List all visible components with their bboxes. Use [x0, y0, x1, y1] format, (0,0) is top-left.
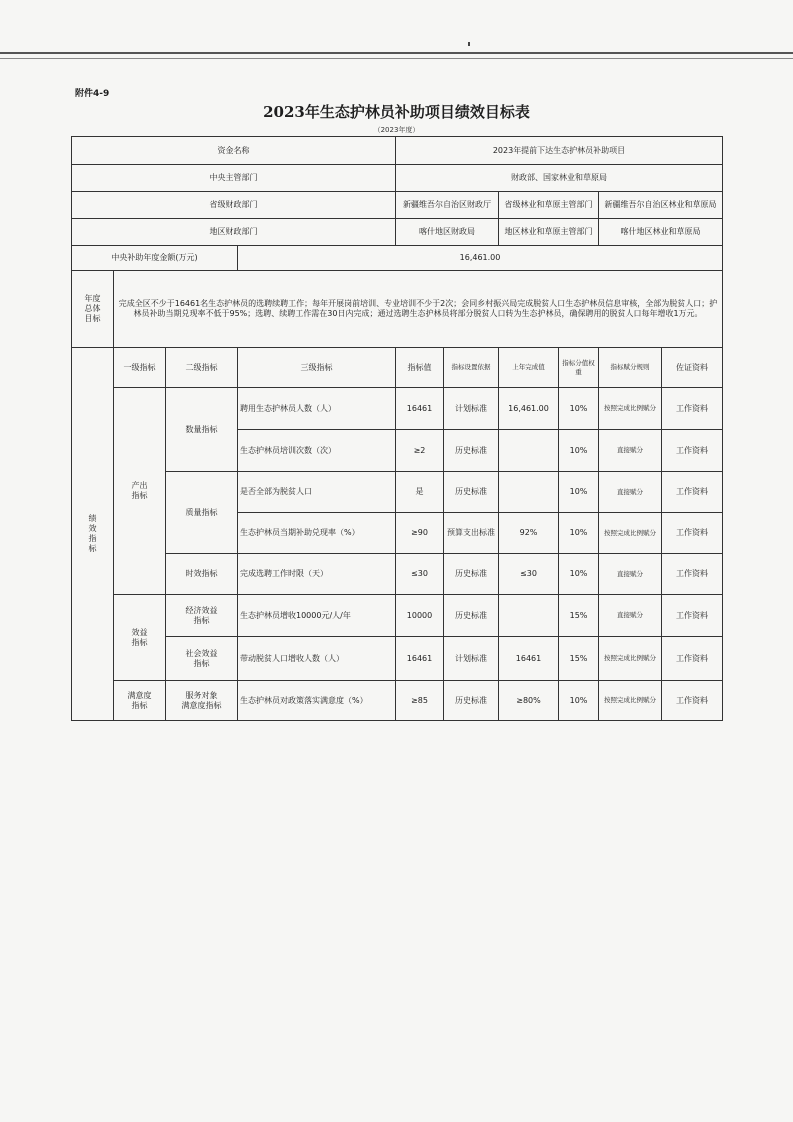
header-level2: 二级指标	[166, 348, 238, 388]
central-dept-label: 中央主管部门	[72, 165, 396, 192]
indicator-weight: 10%	[559, 472, 599, 513]
info-row-region	[72, 219, 723, 246]
level2-social-line1: 社会效益	[185, 648, 218, 658]
indicator-value: ≥90	[396, 513, 444, 554]
prov-finance-label: 省级财政部门	[72, 192, 396, 219]
indicator-weight: 10%	[559, 388, 599, 430]
indicator-name: 生态护林员当期补助兑现率（%）	[238, 513, 396, 554]
indicator-weight: 10%	[559, 430, 599, 472]
level1-output-line2: 指标	[131, 491, 148, 500]
region-forestry-value: 喀什地区林业和草原局	[599, 219, 723, 246]
scan-border-line-thin	[0, 58, 793, 59]
indicator-rule: 按照完成比例赋分	[599, 681, 662, 721]
indicator-rule: 按照完成比例赋分	[599, 637, 662, 681]
header-weight: 指标分值权重	[559, 348, 599, 388]
indicator-weight: 15%	[559, 637, 599, 681]
indicator-value: 10000	[396, 595, 444, 637]
indicator-rule: 直接赋分	[599, 554, 662, 595]
level1-output-line1: 产出	[131, 481, 148, 490]
prov-forestry-label: 省级林业和草原主管部门	[499, 192, 599, 219]
indicator-evidence: 工作资料	[662, 595, 723, 637]
indicator-evidence: 工作资料	[662, 430, 723, 472]
indicator-value: 是	[396, 472, 444, 513]
level2-economic	[166, 595, 238, 637]
indicator-basis: 计划标准	[444, 388, 499, 430]
level2-social	[166, 637, 238, 681]
indicator-last-year	[499, 430, 559, 472]
amount-value: 16,461.00	[238, 246, 723, 271]
indicator-last-year	[499, 595, 559, 637]
header-level3: 三级指标	[238, 348, 396, 388]
indicator-basis: 历史标准	[444, 430, 499, 472]
indicator-weight: 10%	[559, 513, 599, 554]
level2-quantity: 数量指标	[166, 388, 238, 472]
indicator-name: 生态护林员培训次数（次）	[238, 430, 396, 472]
level1-benefit-line2: 指标	[131, 637, 148, 647]
region-finance-value: 喀什地区财政局	[396, 219, 499, 246]
level1-satisfaction-line2: 指标	[131, 700, 148, 710]
indicator-last-year: 92%	[499, 513, 559, 554]
scan-speck	[468, 42, 470, 46]
attachment-label: 附件4-9	[75, 89, 110, 99]
indicator-rule: 直接赋分	[599, 430, 662, 472]
indicator-header-row	[72, 348, 723, 388]
prov-forestry-value: 新疆维吾尔自治区林业和草原局	[599, 192, 723, 219]
indicator-last-year: 16,461.00	[499, 388, 559, 430]
level1-satisfaction	[114, 681, 166, 721]
level2-service-satisfaction	[166, 681, 238, 721]
indicator-evidence: 工作资料	[662, 513, 723, 554]
level2-quality: 质量指标	[166, 472, 238, 554]
indicator-value: ≥85	[396, 681, 444, 721]
performance-indicators-label	[72, 348, 114, 721]
indicator-evidence: 工作资料	[662, 681, 723, 721]
header-evidence: 佐证资料	[662, 348, 723, 388]
indicator-name: 是否全部为脱贫人口	[238, 472, 396, 513]
indicator-rule: 按照完成比例赋分	[599, 513, 662, 554]
amount-label: 中央补助年度金额(万元)	[72, 246, 238, 271]
level2-service-line2: 满意度指标	[181, 700, 222, 710]
prov-finance-value: 新疆维吾尔自治区财政厅	[396, 192, 499, 219]
level2-timeliness: 时效指标	[166, 554, 238, 595]
info-row-province	[72, 192, 723, 219]
indicator-evidence: 工作资料	[662, 472, 723, 513]
indicator-evidence: 工作资料	[662, 637, 723, 681]
header-level1: 一级指标	[114, 348, 166, 388]
indicator-basis: 计划标准	[444, 637, 499, 681]
region-finance-label: 地区财政部门	[72, 219, 396, 246]
level2-economic-line1: 经济效益	[185, 605, 218, 615]
indicator-name: 生态护林员对政策落实满意度（%）	[238, 681, 396, 721]
level1-benefit	[114, 595, 166, 681]
indicator-row	[72, 637, 723, 681]
indicator-basis: 预算支出标准	[444, 513, 499, 554]
perf-label-char: 标	[88, 544, 97, 553]
indicator-evidence: 工作资料	[662, 388, 723, 430]
indicator-weight: 10%	[559, 681, 599, 721]
indicator-name: 生态护林员增收10000元/人/年	[238, 595, 396, 637]
indicator-name: 聘用生态护林员人数（人）	[238, 388, 396, 430]
info-row-fund-name	[72, 137, 723, 165]
document-subtitle: （2023年度）	[373, 126, 420, 134]
indicator-value: 16461	[396, 637, 444, 681]
annual-goal-label-line1: 年度	[84, 294, 101, 303]
perf-label-char: 指	[88, 534, 97, 543]
indicator-basis: 历史标准	[444, 681, 499, 721]
level1-satisfaction-line1: 满意度	[127, 690, 152, 700]
level1-output	[114, 388, 166, 595]
indicator-row	[72, 388, 723, 430]
indicator-row	[72, 681, 723, 721]
region-forestry-label: 地区林业和草原主管部门	[499, 219, 599, 246]
header-basis: 指标设置依据	[444, 348, 499, 388]
annual-goal-label-line3: 目标	[84, 314, 101, 323]
fund-name-label: 资金名称	[72, 137, 396, 165]
annual-goal-label	[72, 271, 114, 348]
indicator-weight: 15%	[559, 595, 599, 637]
scan-border-line	[0, 52, 793, 54]
indicator-rule: 直接赋分	[599, 472, 662, 513]
perf-label-char: 效	[88, 524, 97, 533]
annual-goal-row	[72, 271, 723, 348]
indicator-last-year: ≥80%	[499, 681, 559, 721]
indicator-last-year: ≤30	[499, 554, 559, 595]
annual-goal-label-line2: 总体	[84, 304, 101, 313]
fund-name-value: 2023年提前下达生态护林员补助项目	[396, 137, 723, 165]
indicator-rule: 按照完成比例赋分	[599, 388, 662, 430]
info-row-amount	[72, 246, 723, 271]
indicator-value: ≥2	[396, 430, 444, 472]
perf-label-char: 绩	[88, 514, 97, 523]
document-title: 2023年生态护林员补助项目绩效目标表	[263, 103, 530, 121]
header-value: 指标值	[396, 348, 444, 388]
indicator-value: ≤30	[396, 554, 444, 595]
header-rule: 指标赋分规则	[599, 348, 662, 388]
indicator-weight: 10%	[559, 554, 599, 595]
indicator-row	[72, 595, 723, 637]
level2-service-line1: 服务对象	[185, 690, 218, 700]
indicator-basis: 历史标准	[444, 595, 499, 637]
indicator-name: 带动脱贫人口增收人数（人）	[238, 637, 396, 681]
indicator-row	[72, 472, 723, 513]
indicator-row	[72, 554, 723, 595]
level1-benefit-line1: 效益	[131, 627, 148, 637]
header-last-year: 上年完成值	[499, 348, 559, 388]
indicator-name: 完成选聘工作时限（天）	[238, 554, 396, 595]
indicator-basis: 历史标准	[444, 472, 499, 513]
central-dept-value: 财政部、国家林业和草原局	[396, 165, 723, 192]
level2-social-line2: 指标	[193, 658, 210, 668]
indicator-basis: 历史标准	[444, 554, 499, 595]
indicator-last-year	[499, 472, 559, 513]
level2-economic-line2: 指标	[193, 615, 210, 625]
indicator-value: 16461	[396, 388, 444, 430]
indicator-last-year: 16461	[499, 637, 559, 681]
annual-goal-text: 完成全区不少于16461名生态护林员的选聘续聘工作；每年开展岗前培训、专业培训不少于2次；会同乡村振兴局完成脱贫人口生态护林员信息审核，全部为脱贫人口；护林员补助当期兑现率不低于95%；选聘、续聘工作需在30日内完成；通过选聘生态护林员将部分脱贫人口转为生态护林员，确保聘用的脱贫人口每年增收1万元。	[114, 271, 723, 348]
info-row-central-dept	[72, 165, 723, 192]
indicator-rule: 直接赋分	[599, 595, 662, 637]
performance-target-table	[71, 136, 723, 721]
indicator-evidence: 工作资料	[662, 554, 723, 595]
